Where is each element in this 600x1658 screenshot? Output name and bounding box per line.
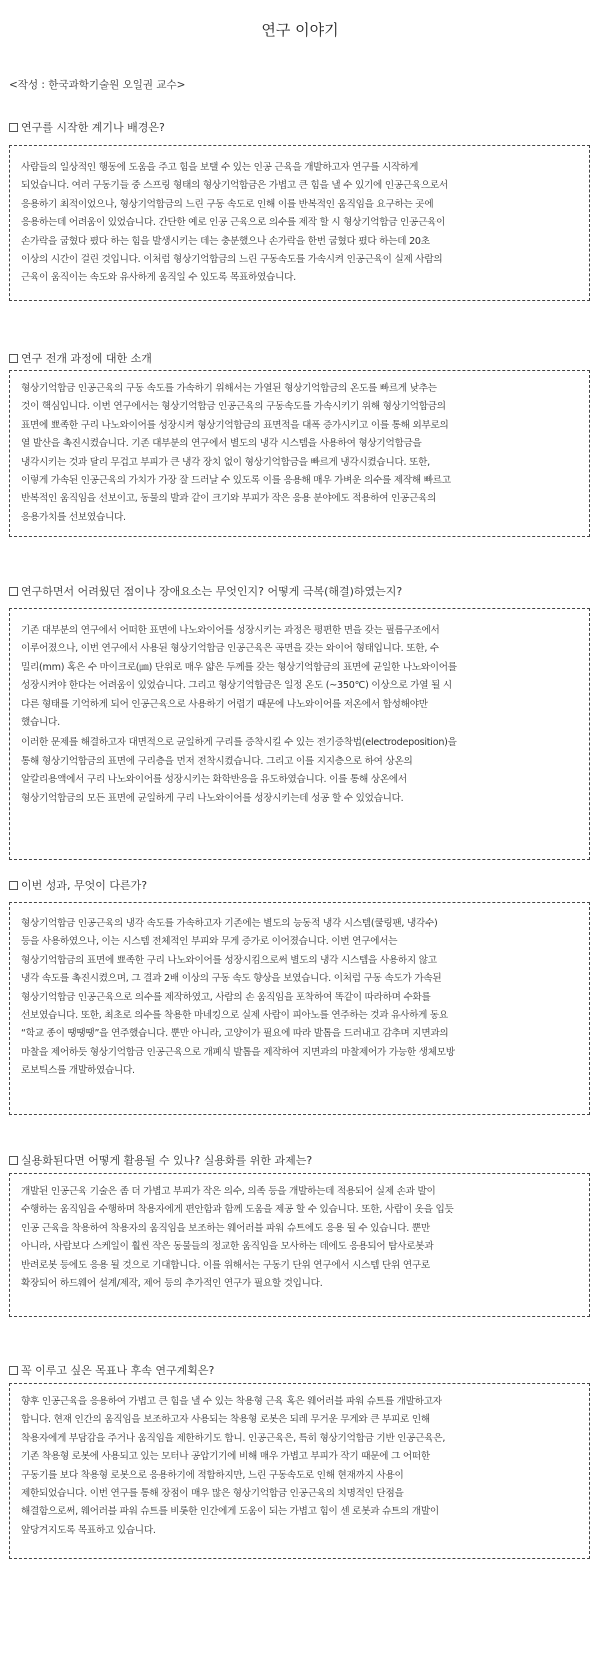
question-text: 실용화된다면 어떻게 활용될 수 있나? 실용화를 위한 과제는?: [21, 1154, 313, 1167]
answer-paragraph: 향후 인공근육을 응용하여 가볍고 큰 힘을 낼 수 있는 착용형 근육 혹은 웨어러블 파워 슈트를 개발하고자 합니다. 현재 인간의 움직임을 보조하고자 사용되는 착용형 로봇은 되레 무거운 무게와 큰 부피로 인해 착용자에게 부담감을 주거나 움직임을 제한하기도 합니. 인공근육은, 특히 형상기억합금 기반 인공근육은, 기존 착용형 로봇에 사용되고 있는 모터나 공압기기에 비해 매우 가볍고 부피가 작기 때문에 그 어떠한 구동기를 보다 착용형 로봇으로 응용하기에 적합하지만, 느린 구동속도로 인해 현재까지 사용이 제한되었습니다. 이번 연구를 통해 장점이 매우 많은 형상기억합금 인공근육의 치명적인 단점을 해결함으로써, 웨어러블 파워 슈트를 비롯한 인간에게 도움이 되는 가볍고 힘이 센 로봇과 슈트의 개발이 앞당겨지도록 목표하고 있습니다.: [21, 1396, 446, 1536]
question-text: 연구하면서 어려웠던 점이나 장애요소는 무엇인지? 어떻게 극복(해결)하였는지?: [21, 585, 403, 598]
checkbox-icon: [9, 354, 18, 363]
section-application: [9, 1152, 591, 1290]
answer-paragraph: 기존 대부분의 연구에서 어떠한 표면에 나노와이어를 성장시키는 과정은 평편한 면을 갖는 필름구조에서 이루어졌으나, 이번 연구에서 사용된 형상기억합금 인공근육은 곡면을 갖는 와이어 형태입니다. 또한, 수 밀리(mm) 혹은 수 마이크로(㎛) 단위로 매우 얇은 두께를 갖는 형상기억합금의 표면에 균일한 나노와이어를 성장시켜야 한다는 어려움이 있었습니다. 그리고 형상기억합금은 일정 온도 (~350℃) 이상으로 가열 될 시 다른 형태를 기억하게 되어 인공근육으로 사용하기 어렵기 때문에 나노와이어를 저온에서 합성해야만 했습니다.: [21, 625, 457, 729]
answer-paragraph: 개발된 인공근육 기술은 좀 더 가볍고 부피가 작은 의수, 의족 등을 개발하는데 적용되어 실제 손과 발이 수행하는 움직임을 수행하며 착용자에게 편안함과 함께 도움을 제공 할 수 있습니다. 또한, 사람이 옷을 입듯 인공 근육을 착용하여 착용자의 움직임을 보조하는 웨어러블 파워 슈트에도 응용 될 수 있습니다. 뿐만 아니라, 사람보다 스케일이 훨씬 작은 동물들의 정교한 움직임을 모사하는 데에도 응용되어 탐사로봇과 반려로봇 등에도 응용 될 것으로 기대합니다. 이를 위해서는 구동기 단위 연구에서 시스템 단위 연구로 확장되어 하드웨어 설계/제작, 제어 등의 추가적인 연구가 필요할 것입니다.: [21, 1186, 454, 1290]
section-question: [9, 583, 591, 599]
section-background: [9, 119, 591, 284]
checkbox-icon: [9, 587, 18, 596]
section-difference: [9, 877, 591, 1077]
answer-box: [9, 1173, 590, 1317]
page-title: 연구 이야기: [261, 21, 339, 39]
answer-box: [9, 370, 590, 537]
checkbox-icon: [9, 881, 18, 890]
section-future-goals: [9, 1362, 591, 1536]
answer-box: [9, 1383, 590, 1559]
question-text: 연구 전개 과정에 대한 소개: [21, 352, 152, 365]
answer-box: [9, 608, 590, 860]
question-text: 연구를 시작한 계기나 배경은?: [21, 121, 165, 134]
checkbox-icon: [9, 123, 18, 132]
section-process: [9, 350, 591, 523]
question-text: 이번 성과, 무엇이 다른가?: [21, 879, 148, 892]
section-question: [9, 877, 591, 893]
answer-paragraph: 사람들의 일상적인 행동에 도움을 주고 힘을 보탤 수 있는 인공 근육을 개발하고자 연구를 시작하게 되었습니다. 여러 구동기들 중 스프링 형태의 형상기억합금은 가볍고 큰 힘을 낼 수 있기에 인공근육으로서 응용하기 최적이었으나, 형상기억합금의 느린 구동 속도로 인해 이를 반복적인 움직임을 요구하는 곳에 응용하는데 어려움이 있었습니다. 간단한 예로 인공 근육으로 의수를 제작 할 시 형상기억합금 인공근육이 손가락을 굽혔다 폈다 하는 힘을 발생시키는 데는 충분했으나 손가락을 한번 굽혔다 폈다 하는데 20초 이상의 시간이 걸린 것입니다. 이처럼 형상기억합금의 느린 구동속도를 가속시켜 인공근육이 실제 사람의 근육이 움직이는 속도와 유사하게 움직일 수 있도록 목표하였습니다.: [21, 162, 448, 284]
section-question: [9, 1152, 591, 1168]
author-credit: <작성 : 한국과학기술원 오일권 교수>: [9, 79, 186, 91]
section-question: [9, 1362, 591, 1378]
answer-box: [9, 902, 590, 1115]
section-question: [9, 119, 591, 135]
question-text: 꼭 이루고 싶은 목표나 후속 연구계획은?: [21, 1364, 215, 1377]
section-question: [9, 350, 591, 366]
section-difficulties: [9, 583, 591, 804]
answer-paragraph: 형상기억합금 인공근육의 냉각 속도를 가속하고자 기존에는 별도의 능동적 냉각 시스템(쿨링팬, 냉각수) 등을 사용하였으나, 이는 시스템 전체적인 부피와 무게 증가로 이어졌습니다. 이번 연구에서는 형상기억합금의 표면에 뾰족한 구리 나노와이어를 성장시킴으로써 별도의 냉각 시스템을 사용하지 않고 냉각 속도를 촉진시켰으며, 그 결과 2배 이상의 구동 속도 향상을 보였습니다. 이처럼 구동 속도가 가속된 형상기억합금 인공근육으로 의수를 제작하였고, 사람의 손 움직임을 포착하여 똑같이 따라하며 수화를 선보였습니다. 또한, 최초로 의수를 착용한 마네킹으로 실제 사람이 피아노를 연주하는 것과 유사하게 동요 “학교 종이 땡땡땡”을 연주했습니다. 뿐만 아니라, 고양이가 필요에 따라 발톱을 드러내고 감추며 지면과의 마찰을 제어하듯 형상기억합금 인공근육으로 개폐식 발톱을 제작하여 지면과의 마찰제어가 가능한 생체모방 로보틱스를 개발하였습니다.: [21, 918, 455, 1077]
answer-paragraph: 형상기억합금 인공근육의 구동 속도를 가속하기 위해서는 가열된 형상기억합금의 온도를 빠르게 낮추는 것이 핵심입니다. 이번 연구에서는 형상기억합금 인공근육의 구동속도를 가속시키기 위해 형상기억합금의 표면에 뾰족한 구리 나노와이어를 성장시켜 형상기억합금의 표면적을 대폭 증가시키고 이를 통해 외부로의 열 발산을 촉진시켰습니다. 기존 대부분의 연구에서 별도의 냉각 시스템을 사용하여 형상기억합금을 냉각시키는 것과 달리 무겁고 부피가 큰 냉각 장치 없이 형상기억합금을 빠르게 냉각시켰습니다. 또한, 이렇게 가속된 인공근육의 가치가 가장 잘 드러날 수 있도록 이를 응용해 매우 가벼운 의수를 제작해 빠르고 반복적인 움직임을 선보이고, 동물의 발과 같이 크기와 부피가 작은 응용 분야에도 적용하여 인공근육의 응용가치를 선보였습니다.: [21, 383, 451, 523]
answer-box: [9, 145, 590, 301]
checkbox-icon: [9, 1156, 18, 1165]
checkbox-icon: [9, 1366, 18, 1375]
answer-paragraph: 이러한 문제를 해결하고자 대면적으로 균일하게 구리를 증착시킬 수 있는 전기증착법(electrodeposition)을 통해 형상기억합금의 표면에 구리층을 먼저 전착시켰습니다. 그리고 이를 지지층으로 하여 상온의 알칼리용액에서 구리 나노와이어를 성장시키는 화학반응을 유도하였습니다. 이를 통해 상온에서 형상기억합금의 모든 표면에 균일하게 구리 나노와이어를 성장시키는데 성공 할 수 있었습니다.: [21, 737, 457, 804]
